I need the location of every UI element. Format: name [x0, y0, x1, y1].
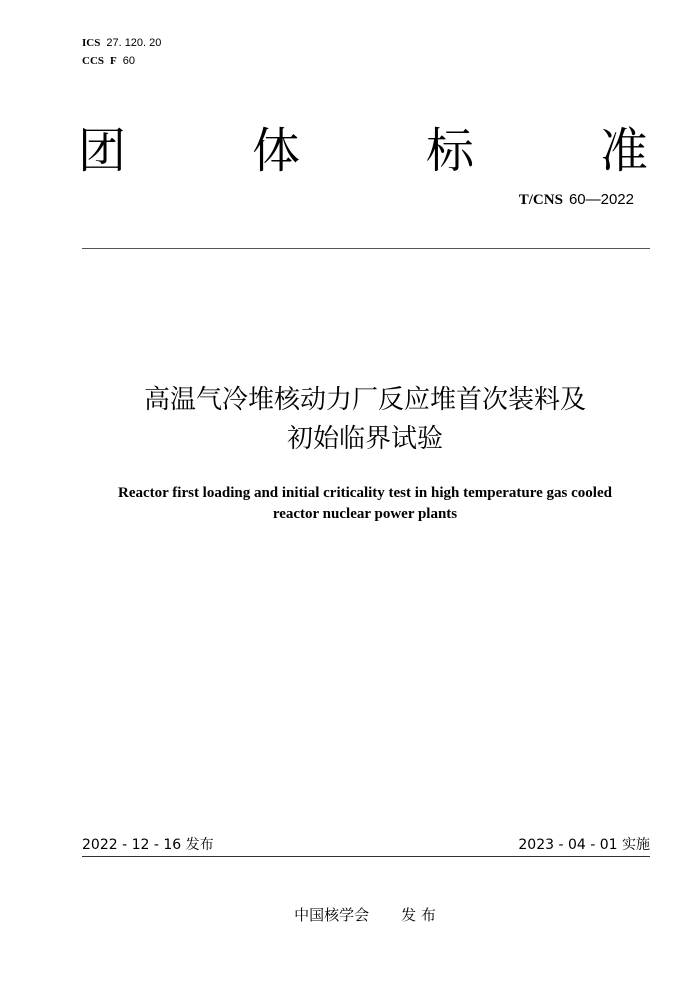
standard-number-prefix: T/CNS [518, 192, 563, 208]
standard-type-heading [78, 118, 648, 184]
ccs-value-letter: F [110, 55, 117, 67]
chinese-title [40, 381, 690, 459]
publisher-line [0, 904, 700, 925]
chinese-title-line: 初始临界试验 [286, 424, 443, 454]
standard-number-value: 60—2022 [568, 191, 634, 208]
issue-date: 2022 - 12 - 16 发布 [82, 837, 214, 853]
ccs-line [82, 52, 161, 70]
chinese-title-line: 高温气冷堆核动力厂反应堆首次装料及 [143, 385, 586, 415]
ics-value: 27. 120. 20 [106, 37, 162, 49]
publisher-name: 中国核学会 [294, 906, 370, 924]
english-title-line: Reactor first loading and initial criticality test in high temperature gas cooled [118, 485, 612, 501]
english-title-line: reactor nuclear power plants [272, 506, 458, 522]
ccs-label: CCS [82, 55, 105, 67]
ics-label: ICS [82, 37, 101, 49]
bottom-divider [82, 856, 650, 857]
ics-line [82, 34, 161, 52]
classification-codes [82, 34, 161, 70]
standard-number [519, 190, 634, 209]
english-title [40, 483, 690, 525]
ccs-value-number: 60 [122, 55, 135, 67]
publisher-action: 发 布 [401, 906, 436, 924]
standard-type-char: 团 [78, 123, 127, 179]
implementation-date: 2023 - 04 - 01 实施 [518, 837, 650, 853]
standard-type-char: 标 [425, 123, 474, 179]
top-divider [82, 248, 650, 249]
standard-type-char: 准 [599, 123, 648, 179]
standard-type-char: 体 [251, 123, 300, 179]
